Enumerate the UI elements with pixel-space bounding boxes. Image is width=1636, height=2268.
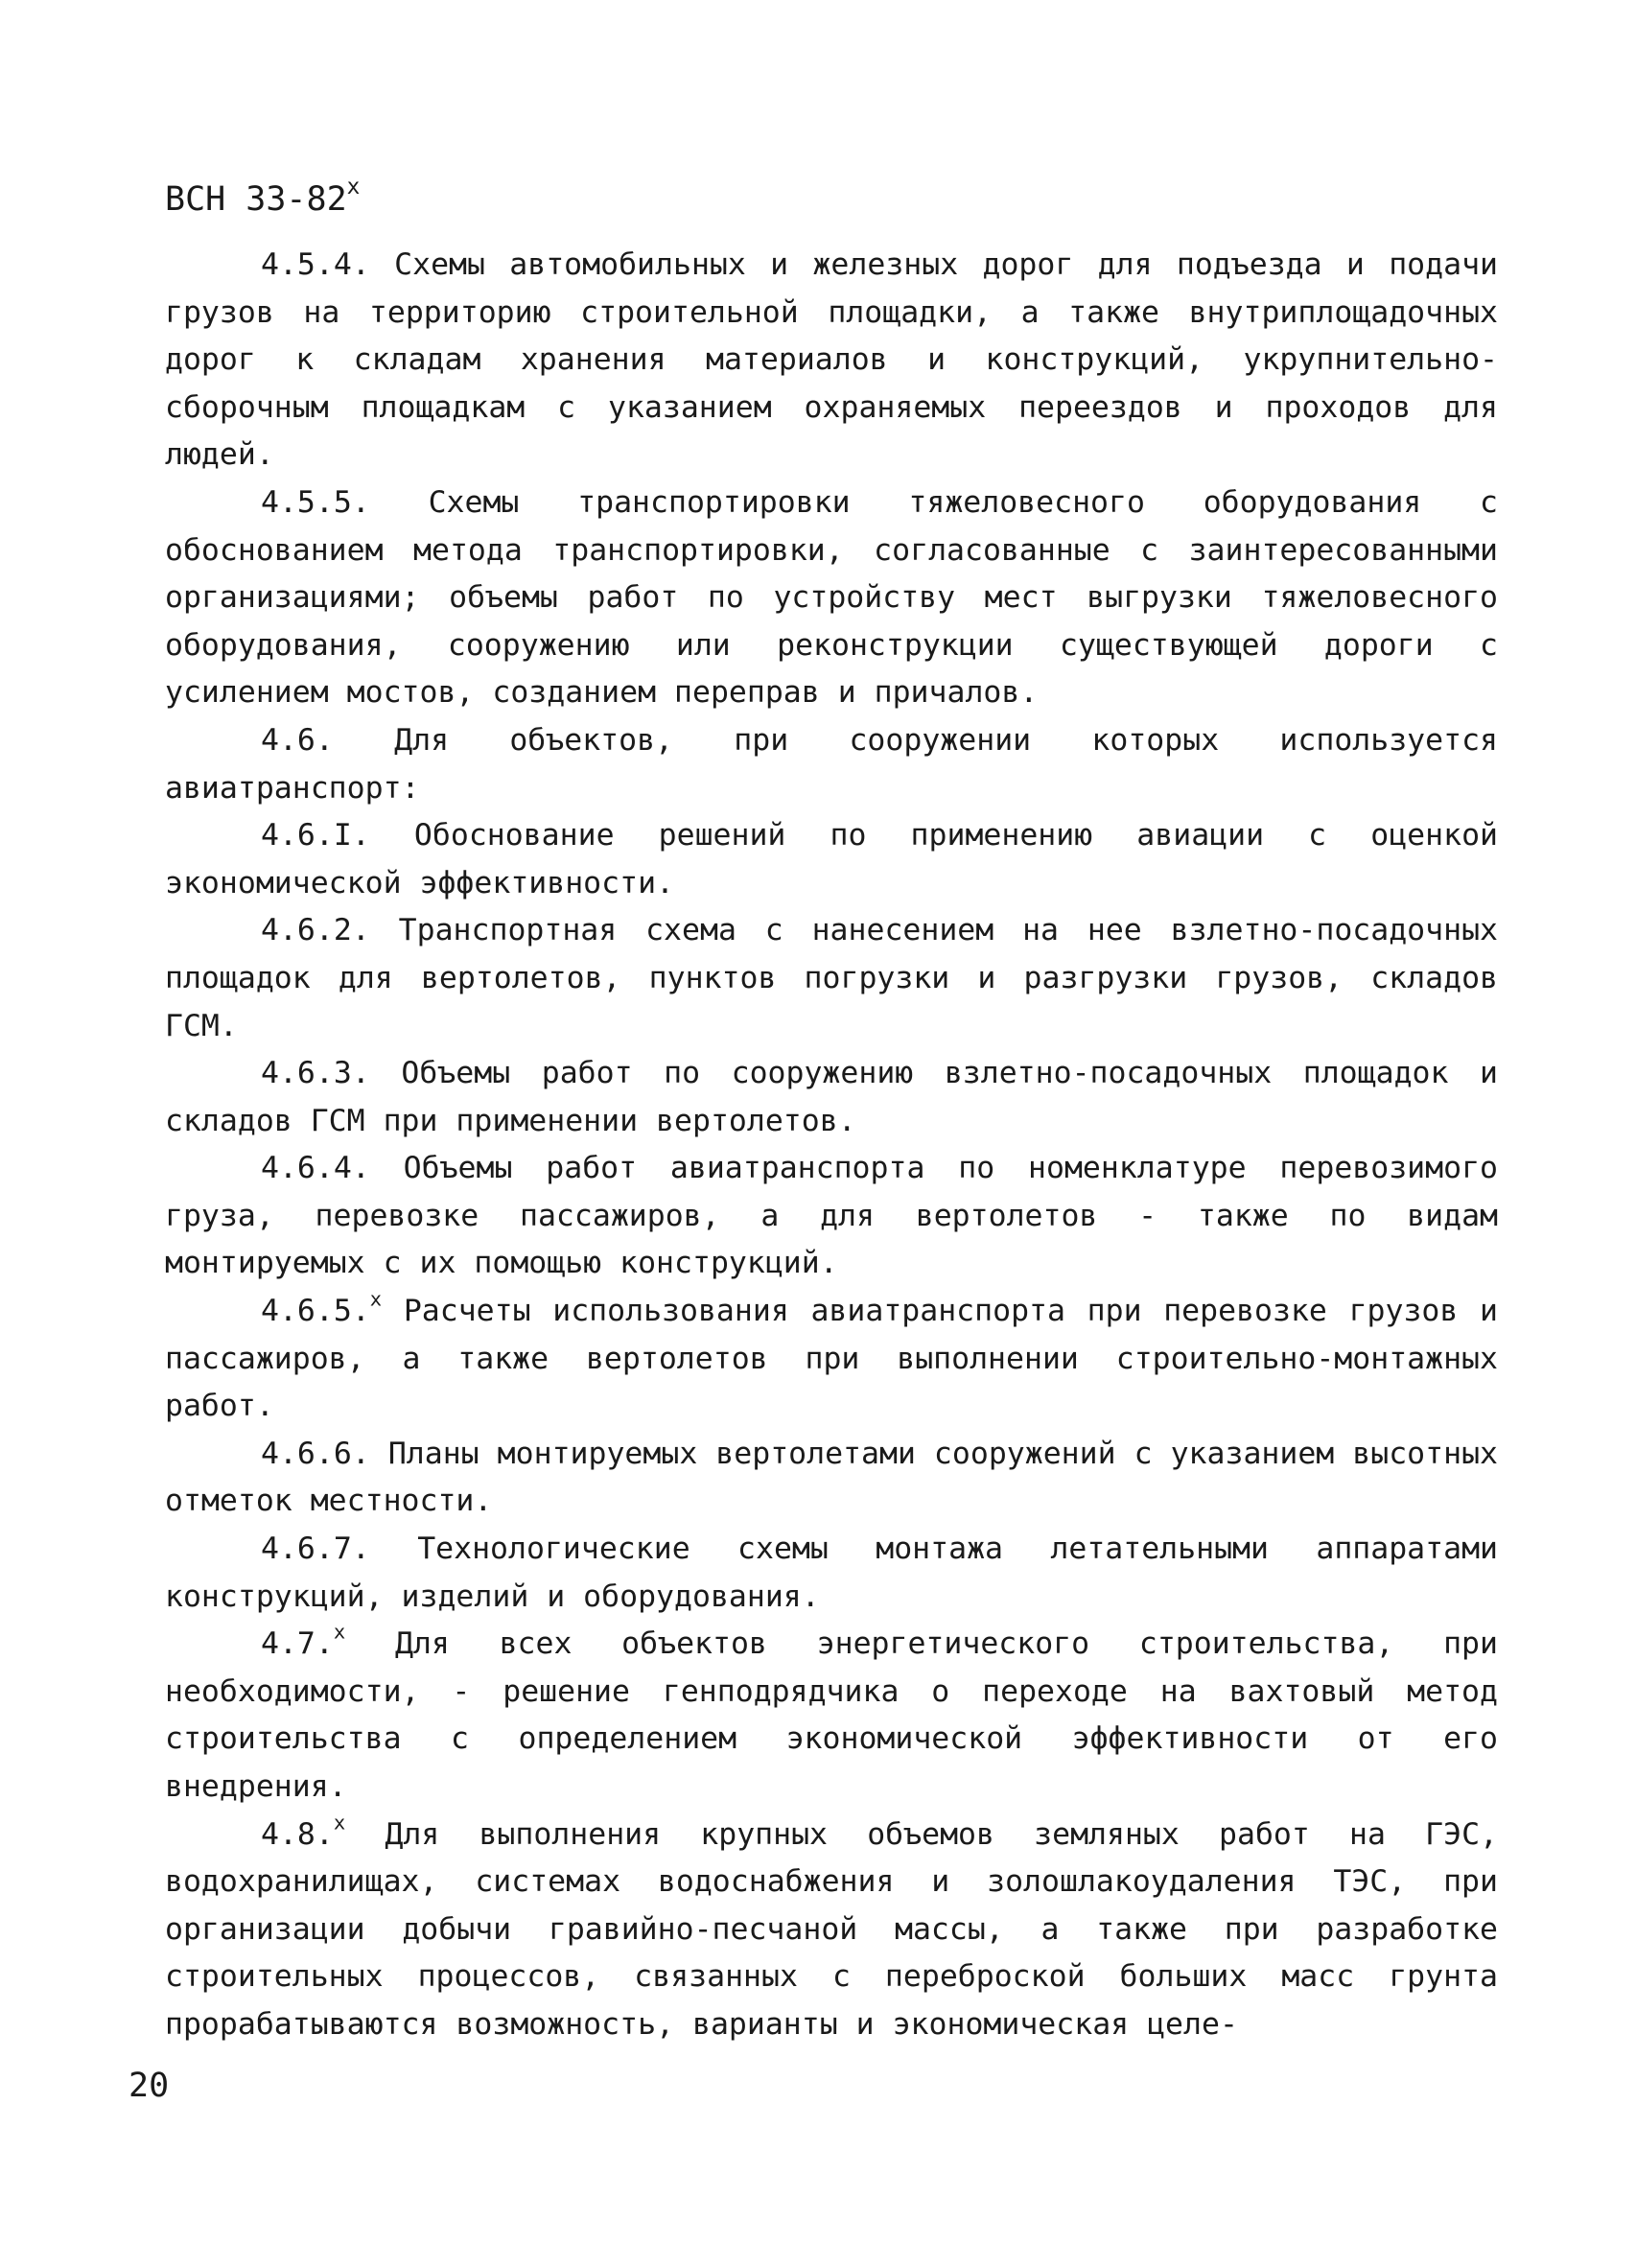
paragraph-number: 4.6.4.	[261, 1151, 370, 1186]
paragraph-4-8	[165, 1812, 1498, 2049]
paragraph-text: Транспортная схема с нанесением на нее взлетно-посадочных площадок для вертолетов, пунктов погрузки и разгрузки грузов, складов ГСМ.	[165, 913, 1498, 1043]
paragraph-mark: х	[333, 1811, 346, 1835]
paragraph-mark: х	[333, 1620, 346, 1644]
paragraph-number: 4.6.3.	[261, 1056, 370, 1091]
document-code-mark: х	[346, 174, 361, 199]
paragraph-text: Схемы автомобильных и железных дорог для подъезда и подачи грузов на территорию строительной площадки, а также внутриплощадочных дорог к складам хранения материалов и конструкций, укрупнительно-сборочным площадкам с указанием охраняемых переездов и проходов для людей.	[165, 247, 1499, 473]
paragraph-4-6-2	[165, 907, 1498, 1050]
paragraph-text: Объемы работ авиатранспорта по номенклатуре перевозимого груза, перевозке пассажиров, а для вертолетов - также по видам монтируемых с их помощью конструкций.	[165, 1151, 1498, 1281]
paragraph-number: 4.5.4.	[261, 247, 370, 282]
paragraph-number: 4.6.6.	[261, 1436, 370, 1471]
paragraph-number: 4.6.7.	[261, 1531, 370, 1567]
document-code-text: ВСН 33-82	[165, 180, 347, 219]
paragraph-text: Для объектов, при сооружении которых используется авиатранспорт:	[165, 722, 1499, 806]
paragraph-text: Технологические схемы монтажа летательными аппаратами конструкций, изделий и оборудования.	[165, 1531, 1498, 1614]
paragraph-4-5-5	[165, 479, 1498, 717]
paragraph-number: 4.5.5.	[261, 484, 370, 520]
paragraph-4-6-5	[165, 1288, 1498, 1431]
paragraph-number: 4.8.	[261, 1816, 334, 1852]
paragraph-text: Обоснование решений по применению авиации с оценкой экономической эффективности.	[165, 818, 1499, 900]
paragraph-4-7	[165, 1621, 1498, 1811]
document-body	[165, 242, 1498, 2049]
paragraph-text: Схемы транспортировки тяжеловесного оборудования с обоснованием метода транспортировки, согласованные с заинтересованными организациями; объемы работ по устройству мест выгрузки тяжеловесного оборудования, сооружению или реконструкции существующей дороги с усилением мостов, созданием переправ и причалов.	[165, 484, 1498, 711]
page-number: 20	[129, 2067, 170, 2105]
document-code	[165, 174, 361, 219]
paragraph-number: 4.6.	[261, 722, 334, 758]
paragraph-4-5-4	[165, 242, 1498, 479]
paragraph-text: Для всех объектов энергетического строительства, при необходимости, - решение генподрядчика о переходе на вахтовый метод строительства с определением экономической эффективности от его внедрения.	[165, 1626, 1498, 1804]
paragraph-text: Объемы работ по сооружению взлетно-посадочных площадок и складов ГСМ при применении вертолетов.	[165, 1056, 1498, 1138]
paragraph-4-6-3	[165, 1050, 1498, 1145]
paragraph-4-6-7	[165, 1526, 1498, 1621]
paragraph-text: Расчеты использования авиатранспорта при перевозке грузов и пассажиров, а также вертолетов при выполнении строительно-монтажных работ.	[165, 1294, 1498, 1424]
paragraph-number: 4.6.2.	[261, 913, 370, 948]
paragraph-4-6-1	[165, 812, 1498, 907]
paragraph-4-6-6	[165, 1431, 1498, 1526]
paragraph-number: 4.6.I.	[261, 818, 370, 853]
paragraph-text: Планы монтируемых вертолетами сооружений с указанием высотных отметок местности.	[165, 1436, 1499, 1519]
paragraph-number: 4.7.	[261, 1626, 334, 1662]
paragraph-mark: х	[369, 1287, 383, 1311]
paragraph-number: 4.6.5.	[261, 1294, 370, 1329]
paragraph-text: Для выполнения крупных объемов земляных работ на ГЭС, водохранилищах, системах водоснабжения и золошлакоудаления ТЭС, при организации добычи гравийно-песчаной массы, а также при разработке строительных процессов, связанных с переброской больших масс грунта прорабатываются возможность, варианты и экономическая целе-	[165, 1816, 1499, 2042]
paragraph-4-6-4	[165, 1145, 1498, 1288]
paragraph-4-6	[165, 717, 1498, 812]
